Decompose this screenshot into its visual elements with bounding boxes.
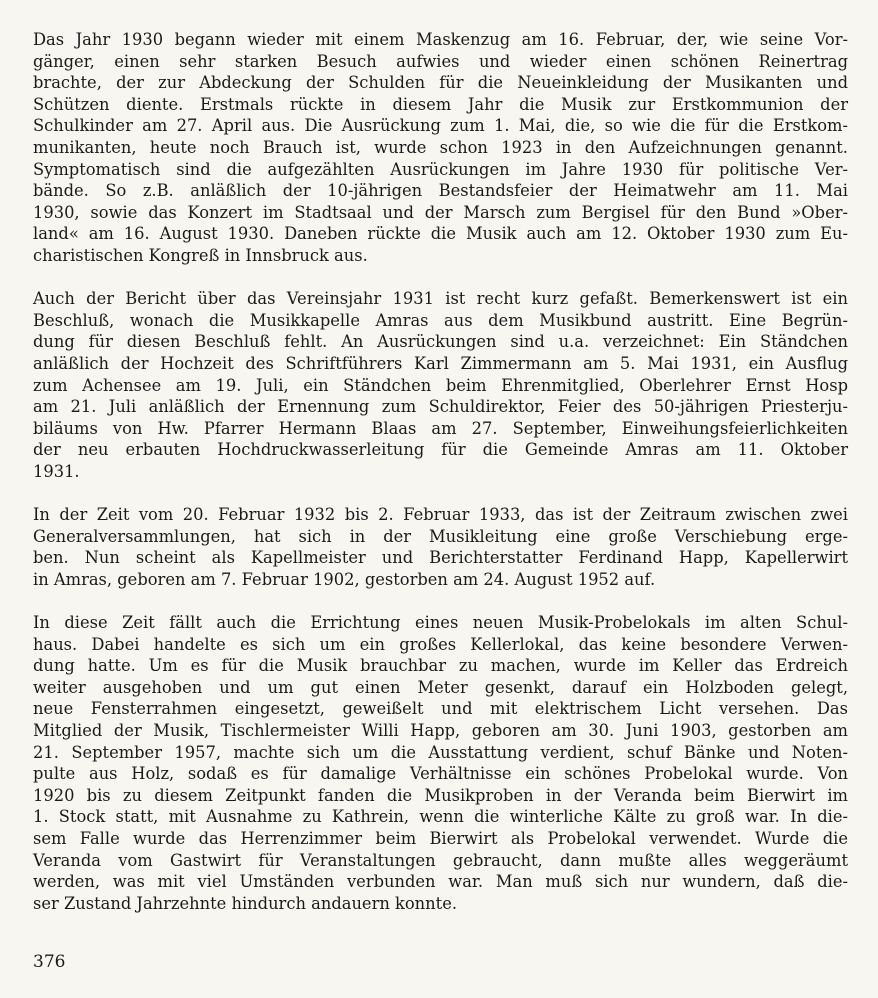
text-line: charistischen Kongreß in Innsbruck aus. xyxy=(33,245,368,265)
text-line: 1931. xyxy=(33,461,80,481)
text-line: Symptomatisch sind die aufgezählten Ausrückungen im Jahre 1930 für politische Ver- xyxy=(33,159,848,179)
text-line: Schützen diente. Erstmals rückte in diesem Jahr die Musik zur Erstkommunion der xyxy=(33,94,848,114)
text-line: Schulkinder am 27. April aus. Die Ausrückung zum 1. Mai, die, so wie die für die Erstkom- xyxy=(33,116,848,136)
text-line: Auch der Bericht über das Vereinsjahr 1931 ist recht kurz gefaßt. Bemerkenswert ist ein xyxy=(33,289,848,309)
text-line: haus. Dabei handelte es sich um ein großes Kellerlokal, das keine besondere Verwen- xyxy=(33,634,848,654)
text-line: gänger, einen sehr starken Besuch aufwies und wieder einen schönen Reinertrag xyxy=(33,51,848,71)
text-line: 21. September 1957, machte sich um die Ausstattung verdient, schuf Bänke und Noten- xyxy=(33,742,848,762)
text-line: land« am 16. August 1930. Daneben rückte die Musik auch am 12. Oktober 1930 zum Eu- xyxy=(33,224,848,244)
text-line: brachte, der zur Abdeckung der Schulden für die Neueinkleidung der Musikanten und xyxy=(33,73,848,93)
text-line: am 21. Juli anläßlich der Ernennung zum Schuldirektor, Feier des 50-jährigen Priesterju- xyxy=(33,397,848,417)
text-line: munikanten, heute noch Brauch ist, wurde schon 1923 in den Aufzeichnungen genannt. xyxy=(33,137,848,157)
text-line: anläßlich der Hochzeit des Schriftführers Karl Zimmermann am 5. Mai 1931, ein Ausflug xyxy=(33,353,848,373)
paragraph-probelokal xyxy=(33,612,848,914)
body-text xyxy=(33,29,848,936)
paragraph-1930 xyxy=(33,29,848,267)
text-line: sem Falle wurde das Herrenzimmer beim Bierwirt als Probelokal verwendet. Wurde die xyxy=(33,828,848,848)
text-line: weiter ausgehoben und um gut einen Meter gesenkt, darauf ein Holzboden gelegt, xyxy=(33,677,848,697)
text-line: Veranda vom Gastwirt für Veranstaltungen gebraucht, dann mußte alles weggeräumt xyxy=(33,850,848,870)
page-number: 376 xyxy=(33,952,66,972)
text-line: biläums von Hw. Pfarrer Hermann Blaas am 27. September, Einweihungsfeierlichkeiten xyxy=(33,418,848,438)
text-line: werden, was mit viel Umständen verbunden war. Man muß sich nur wundern, daß die- xyxy=(33,872,848,892)
text-line: Mitglied der Musik, Tischlermeister Willi Happ, geboren am 30. Juni 1903, gestorben am xyxy=(33,721,848,740)
text-line: 1920 bis zu diesem Zeitpunkt fanden die Musikproben in der Veranda beim Bierwirt im xyxy=(33,785,848,805)
text-line: in Amras, geboren am 7. Februar 1902, gestorben am 24. August 1952 auf. xyxy=(33,569,656,589)
text-line: 1930, sowie das Konzert im Stadtsaal und der Marsch zum Bergisel für den Bund »Ober- xyxy=(33,202,848,222)
text-line: bände. So z.B. anläßlich der 10-jährigen Bestandsfeier der Heimatwehr am 11. Mai xyxy=(33,181,848,201)
text-line: Beschluß, wonach die Musikkapelle Amras aus dem Musikbund austritt. Eine Begrün- xyxy=(33,310,848,330)
text-line: Das Jahr 1930 begann wieder mit einem Maskenzug am 16. Februar, der, wie seine Vor- xyxy=(33,30,848,49)
text-line: dung hatte. Um es für die Musik brauchbar zu machen, wurde im Keller das Erdreich xyxy=(33,656,848,676)
text-line: In der Zeit vom 20. Februar 1932 bis 2. Februar 1933, das ist der Zeitraum zwischen zwei xyxy=(33,505,848,525)
paragraph-1931 xyxy=(33,288,848,482)
text-line: neue Fensterrahmen eingesetzt, geweißelt und mit elektrischem Licht versehen. Das xyxy=(33,699,848,719)
text-line: 1. Stock statt, mit Ausnahme zu Kathrein, wenn die winterliche Kälte zu groß war. In die- xyxy=(33,807,848,827)
text-line: pulte aus Holz, sodaß es für damalige Verhältnisse ein schönes Probelokal wurde. Von xyxy=(33,764,848,784)
text-line: ser Zustand Jahrzehnte hindurch andauern konnte. xyxy=(33,893,458,913)
text-line: Generalversammlungen, hat sich in der Musikleitung eine große Verschiebung erge- xyxy=(33,526,848,546)
text-line: der neu erbauten Hochdruckwasserleitung für die Gemeinde Amras am 11. Oktober xyxy=(33,440,848,460)
text-line: zum Achensee am 19. Juli, ein Ständchen beim Ehrenmitglied, Oberlehrer Ernst Hosp xyxy=(33,375,848,395)
text-line: ben. Nun scheint als Kapellmeister und Berichterstatter Ferdinand Happ, Kapellerwirt xyxy=(33,548,848,568)
text-line: In diese Zeit fällt auch die Errichtung eines neuen Musik-Probelokals im alten Schul- xyxy=(33,613,848,633)
paragraph-1932 xyxy=(33,504,848,590)
text-line: dung für diesen Beschluß fehlt. An Ausrückungen sind u.a. verzeichnet: Ein Ständchen xyxy=(33,332,848,352)
